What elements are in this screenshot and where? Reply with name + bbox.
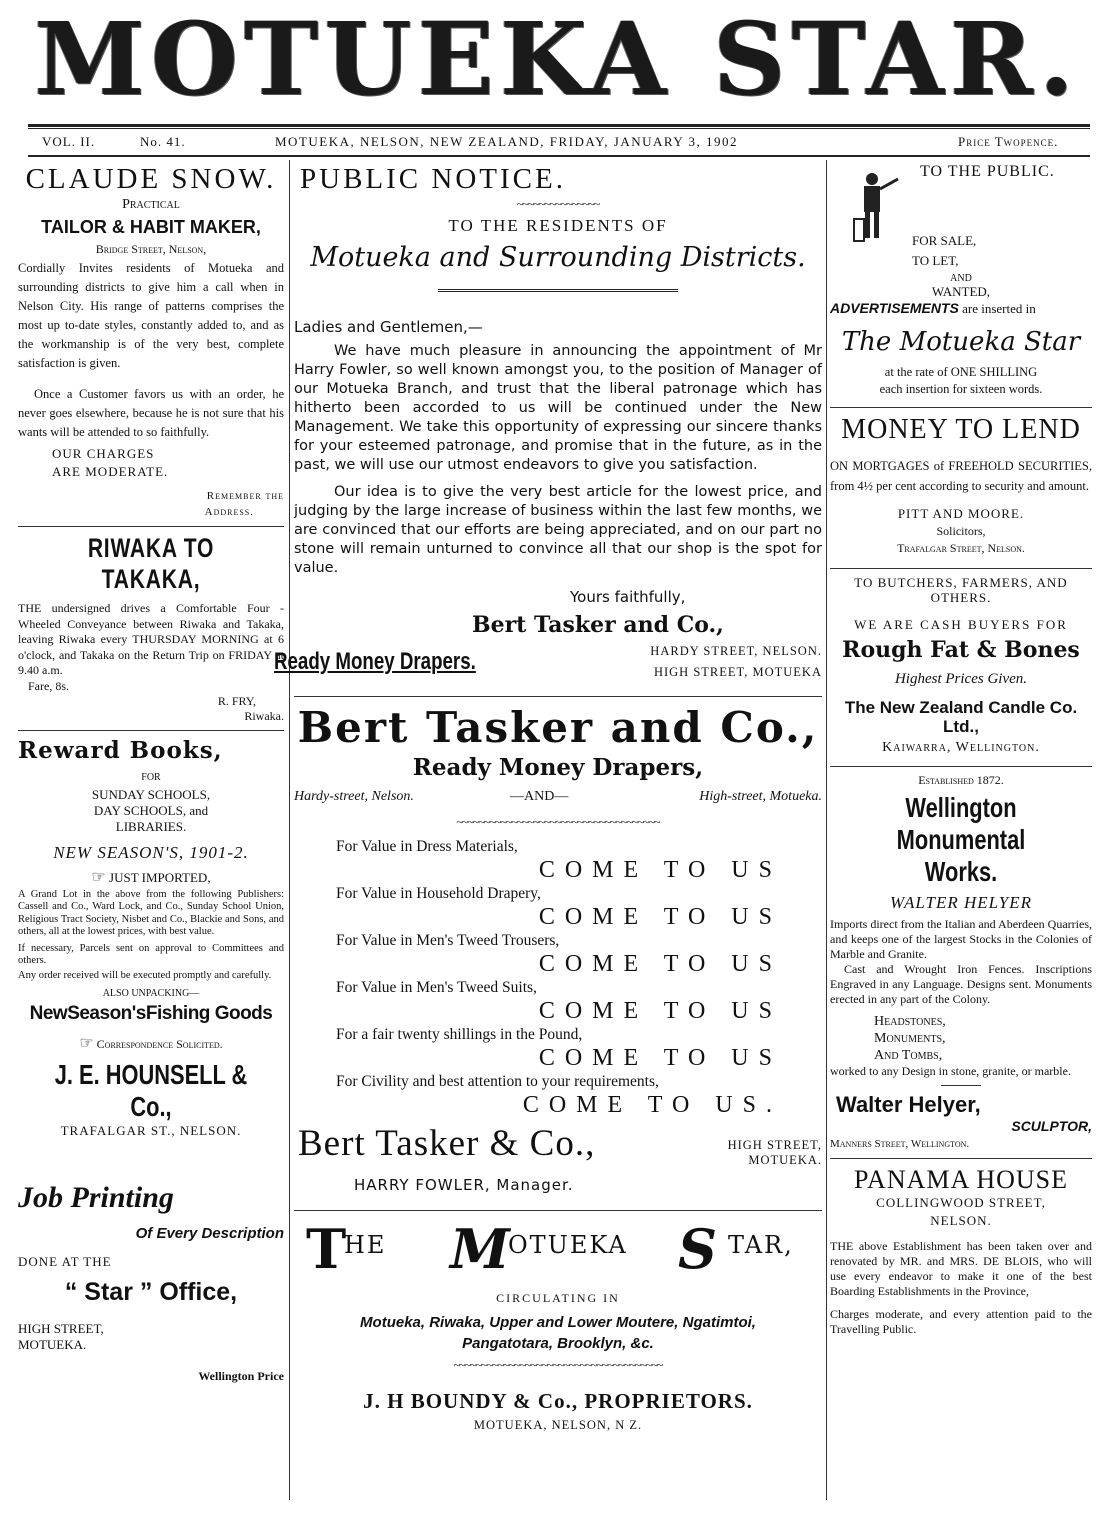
- snow-address: Bridge Street, Nelson,: [95, 242, 207, 256]
- reward-approval: If necessary, Parcels sent on approval to Committees and others.: [18, 942, 284, 966]
- star-title-otueka: OTUEKA: [508, 1231, 628, 1259]
- star-title-t: T: [306, 1217, 347, 1281]
- pointing-hand-icon: ☞: [91, 868, 106, 886]
- tasker-loc-left: Hardy-street, Nelson.: [294, 789, 414, 804]
- job-title: Job Printing: [18, 1181, 174, 1214]
- riwaka-body: THE undersigned drives a Comfortable Four - Wheeled Conveyance between Riwaka and Takaka, leaving Riwaka every THURSDAY MORNING at 6 o'clock, and Takaka on the Return Trip on FRIDAY at 9.40 a.m.: [18, 601, 284, 677]
- works-address: Manners Street, Wellington.: [830, 1138, 970, 1150]
- panama-house-ad: [830, 1165, 1092, 1337]
- works-sculptor: SCULPTOR,: [1011, 1118, 1092, 1134]
- monumental-works-ad: [830, 773, 1092, 1150]
- star-proprietors: J. H BOUNDY & Co., PROPRIETORS.: [363, 1389, 753, 1413]
- butchers-prices: Highest Prices Given.: [894, 671, 1028, 687]
- reward-body: A Grand Lot in the above from the following Publishers: Cassell and Co., Ward Lock, and Co., Sunday School Union, Religious Tract Society, Nisbet and Co., Blackie and Sons, and others, all at the lowest prices, with best value.: [18, 888, 284, 937]
- public-notice-ad: [274, 163, 822, 686]
- snow-body-2: Once a Customer favors us with an order, he never goes elsewhere, because he is not sure that his wants will be attended to so faithfully.: [18, 387, 284, 439]
- notice-addr-2: HIGH STREET, MOTUEKA: [653, 665, 822, 679]
- motueka-star-ad: [294, 1217, 822, 1433]
- notice-districts: Motueka and Surrounding Districts.: [310, 242, 806, 273]
- star-address: MOTUEKA, NELSON, N Z.: [473, 1418, 643, 1432]
- pointing-hand-icon: ☞: [79, 1035, 94, 1052]
- notice-to: TO THE RESIDENTS OF: [448, 216, 668, 235]
- public-to-let: TO LET,: [912, 253, 959, 268]
- public-title: TO THE PUBLIC.: [920, 163, 1055, 180]
- tasker-manager: HARRY FOWLER, Manager.: [354, 1176, 574, 1194]
- panama-address-1: COLLINGWOOD STREET,: [876, 1195, 1046, 1210]
- claude-snow-ad: [18, 163, 284, 518]
- notice-addr-1: HARDY STREET, NELSON.: [650, 644, 822, 658]
- job-printing-ad: [18, 1181, 284, 1384]
- column-divider-2: [826, 160, 827, 1500]
- panama-charges: Charges moderate, and every attention paid to the Travelling Public.: [830, 1307, 1092, 1336]
- works-signature: Walter Helyer,: [836, 1092, 981, 1117]
- candle-co-ad: [830, 575, 1092, 756]
- reward-line-1: SUNDAY SCHOOLS,: [91, 786, 211, 802]
- notice-rule: [438, 289, 678, 292]
- snow-remember-1: Remember the: [206, 490, 284, 502]
- value-line: For a fair twenty shillings in the Pound,: [336, 1026, 583, 1043]
- reward-books-ad: [18, 737, 284, 1140]
- hounsell-address: TRAFALGAR ST., NELSON.: [60, 1123, 242, 1138]
- works-body: Imports direct from the Italian and Aberdeen Quarries, and keeps one of the largest Stocks in the Colonies of Marble and Granite.: [830, 917, 1092, 961]
- job-wellington-price: Wellington Price: [198, 1369, 284, 1383]
- riwaka-title: RIWAKA TO TAKAKA,: [87, 533, 215, 594]
- reward-fishing: NewSeason'sFishing Goods: [29, 1003, 273, 1024]
- star-title-m: M: [450, 1217, 510, 1281]
- public-wanted: WANTED,: [931, 284, 991, 299]
- panama-body: THE above Establishment has been taken over and renovated by MR. and MRS. DE BLOIS, who will use every endeavor to make it one of the best Boarding Establishments in the Province,: [830, 1239, 1092, 1298]
- public-rate-1: at the rate of ONE SHILLING: [884, 365, 1038, 379]
- notice-para-2: Our idea is to give the very best article for the lowest price, and judging by the large increase of business within the last few months, we are convinced that our efforts are being appreciated, and on our part no stone will remain unturned to convince all that our shop is the spot for value.: [294, 484, 822, 576]
- column-divider-1: [289, 160, 290, 1500]
- snow-name: CLAUDE SNOW.: [25, 163, 277, 195]
- notice-salutation: Ladies and Gentlemen,—: [294, 318, 483, 336]
- riwaka-fare: Fare, 8s.: [28, 678, 69, 693]
- public-ads: ADVERTISEMENTS: [830, 300, 959, 316]
- candle-address: Kaiwarra, Wellington.: [882, 740, 1040, 755]
- come-to-us: COME TO US: [538, 1045, 782, 1071]
- works-title: Wellington Monumental Works.: [896, 792, 1026, 887]
- reward-for: FOR: [141, 771, 161, 783]
- star-title-he: HE: [344, 1231, 387, 1259]
- public-paper: The Motueka Star: [841, 327, 1081, 357]
- value-line: For Value in Men's Tweed Suits,: [336, 979, 537, 996]
- job-addr-2: MOTUEKA.: [18, 1337, 87, 1352]
- separator: [830, 568, 1092, 569]
- separator: [18, 526, 284, 527]
- snow-trade: TAILOR & HABIT MAKER,: [41, 217, 261, 237]
- snow-charges-1: OUR CHARGES: [52, 446, 155, 461]
- butchers-to: TO BUTCHERS, FARMERS, AND OTHERS.: [854, 575, 1068, 605]
- come-to-us: COME TO US: [538, 904, 782, 930]
- works-body-2: Cast and Wrought Iron Fences. Inscriptions Engraved in any Language. Designs sent. Monuments erected in any part of the Colony.: [830, 962, 1092, 1006]
- tasker-loc-right: High-street, Motueka.: [699, 789, 822, 804]
- works-headstones: Headstones,: [874, 1014, 946, 1029]
- notice-firm: Bert Tasker and Co.,: [472, 612, 724, 638]
- separator: [18, 730, 284, 731]
- riwaka-ad: [18, 533, 284, 724]
- butchers-rough-fat: Rough Fat & Bones: [842, 637, 1080, 663]
- volume-number: VOL. II.: [42, 134, 96, 149]
- masthead: [0, 0, 1114, 118]
- riwaka-sig: R. FRY,: [217, 693, 256, 708]
- tasker-sig-addr-1: HIGH STREET,: [727, 1138, 822, 1152]
- notice-para-1: We have much pleasure in announcing the appointment of Mr Harry Fowler, so well known amongst you, to the position of Manager of our Motueka Branch, and trust that the liberal patronage which has hitherto been accorded to us will be continued under the New Management. We take this opportunity of expressing our sincere thanks for your esteemed patronage, and promise that in the future, as in the past, we will use our utmost endeavors to give you satisfaction.: [294, 343, 822, 473]
- reward-line-3: LIBRARIES.: [115, 818, 187, 834]
- job-every: Of Every Description: [135, 1225, 284, 1242]
- star-places-1: Motueka, Riwaka, Upper and Lower Moutere, Ngatimtoi,: [360, 1314, 756, 1331]
- reward-title: Reward Books,: [18, 736, 223, 764]
- snow-practical: Practical: [122, 197, 180, 212]
- reward-orders: Any order received will be executed promptly and carefully.: [18, 969, 272, 981]
- job-star-office: “ Star ” Office,: [64, 1278, 238, 1306]
- works-owner: WALTER HELYER: [890, 893, 1032, 912]
- masthead-rule-thin: [28, 128, 1090, 129]
- reward-line-2: DAY SCHOOLS, and: [93, 802, 209, 818]
- reward-correspondence: Correspondence Solicited.: [96, 1037, 223, 1051]
- tasker-sig-addr-2: MOTUEKA.: [748, 1153, 822, 1167]
- tasker-ad: [294, 703, 822, 1194]
- job-addr-1: HIGH STREET,: [18, 1321, 104, 1336]
- notice-ready-money: Ready Money Drapers.: [274, 648, 476, 675]
- tasker-sub: Ready Money Drapers,: [412, 754, 704, 781]
- column-right: [830, 163, 1092, 1337]
- value-line: For Value in Household Drapery,: [336, 885, 541, 902]
- value-line: For Value in Dress Materials,: [336, 838, 518, 855]
- separator: [830, 766, 1092, 767]
- money-firm: PITT AND MOORE.: [897, 506, 1025, 521]
- candle-firm: The New Zealand Candle Co. Ltd.,: [844, 698, 1078, 736]
- separator: [294, 1210, 822, 1211]
- place-date: MOTUEKA, NELSON, NEW ZEALAND, FRIDAY, JANUARY 3, 1902: [275, 134, 739, 149]
- public-and: AND: [950, 273, 972, 284]
- hounsell-firm: J. E. HOUNSELL & Co.,: [54, 1059, 248, 1122]
- panama-address-2: NELSON.: [930, 1213, 992, 1228]
- come-to-us: COME TO US: [538, 951, 782, 977]
- reward-unpacking: ALSO UNPACKING—: [102, 988, 200, 999]
- column-left: [18, 163, 284, 1384]
- tasker-signature: Bert Tasker & Co.,: [298, 1123, 596, 1164]
- star-title-tar: TAR,: [728, 1231, 794, 1259]
- masthead-title: MOTUEKA STAR.: [34, 0, 1080, 118]
- wavy-rule: ~~~~~~~~~~~~~~~: [516, 197, 600, 211]
- works-established: Established 1872.: [918, 773, 1004, 787]
- come-to-us: COME TO US.: [522, 1092, 782, 1118]
- value-line: For Value in Men's Tweed Trousers,: [336, 932, 560, 949]
- public-rate-2: each insertion for sixteen words.: [879, 382, 1043, 396]
- wavy-rule: ~~~~~~~~~~~~~~~~~~~~~~~~~~~~~~~~~~~~~: [456, 815, 660, 829]
- come-to-us: COME TO US: [538, 857, 782, 883]
- riwaka-sig-place: Riwaka.: [244, 708, 284, 723]
- money-role: Solicitors,: [936, 524, 986, 538]
- come-to-us: COME TO US: [538, 998, 782, 1024]
- money-body: ON MORTGAGES of FREEHOLD SECURITIES, from 4½ per cent according to security and amount.: [830, 459, 1092, 493]
- town-crier-icon: [846, 169, 902, 249]
- panama-title: PANAMA HOUSE: [853, 1165, 1069, 1194]
- column-center: [274, 163, 822, 1433]
- notice-title: PUBLIC NOTICE.: [300, 163, 566, 195]
- tasker-value-list: [294, 836, 822, 1118]
- star-title-s: S: [678, 1217, 717, 1281]
- dateline: [30, 131, 1090, 153]
- separator: [830, 407, 1092, 408]
- separator: [941, 1085, 981, 1086]
- works-worked: worked to any Design in stone, granite, or marble.: [830, 1064, 1071, 1078]
- value-line: For Civility and best attention to your requirements,: [336, 1073, 659, 1090]
- public-for-sale: FOR SALE,: [912, 233, 977, 248]
- issue-number: No. 41.: [140, 134, 186, 149]
- money-title: MONEY TO LEND: [841, 414, 1081, 445]
- masthead-rule: [28, 124, 1090, 127]
- public-ads-inserted: are inserted in: [962, 301, 1036, 316]
- dateline-rule: [28, 155, 1090, 157]
- snow-remember-2: Address.: [204, 506, 254, 518]
- works-monuments: Monuments,: [874, 1031, 946, 1046]
- snow-body: Cordially Invites residents of Motueka and surrounding districts to give him a call when in Nelson City. His range of patterns comprises the most up to-date styles, constantly added to, and as the workmanship is of the very best, complete satisfaction is given.: [18, 261, 284, 370]
- tasker-loc-and: —AND—: [510, 789, 569, 804]
- notice-yours: Yours faithfully,: [570, 588, 686, 606]
- snow-charges-2: ARE MODERATE.: [52, 464, 169, 479]
- money-address: Trafalgar Street, Nelson.: [897, 541, 1025, 555]
- reward-season: NEW SEASON'S, 1901-2.: [53, 842, 249, 862]
- separator: [830, 1158, 1092, 1159]
- wavy-rule: ~~~~~~~~~~~~~~~~~~~~~~~~~~~~~~~~~~~~~~: [453, 1358, 663, 1372]
- job-done: DONE AT THE: [18, 1254, 112, 1269]
- separator: [294, 696, 822, 697]
- to-the-public-ad: [830, 163, 1092, 397]
- price: Price Twopence.: [958, 134, 1059, 149]
- star-places-2: Pangatotara, Brooklyn, &c.: [462, 1335, 654, 1352]
- tasker-title: Bert Tasker and Co.,: [297, 703, 819, 752]
- reward-imported: JUST IMPORTED,: [109, 869, 211, 885]
- works-tombs: And Tombs,: [874, 1048, 943, 1063]
- money-to-lend-ad: [830, 414, 1092, 556]
- butchers-we: WE ARE CASH BUYERS FOR: [854, 617, 1068, 632]
- star-circulating: CIRCULATING IN: [496, 1291, 620, 1305]
